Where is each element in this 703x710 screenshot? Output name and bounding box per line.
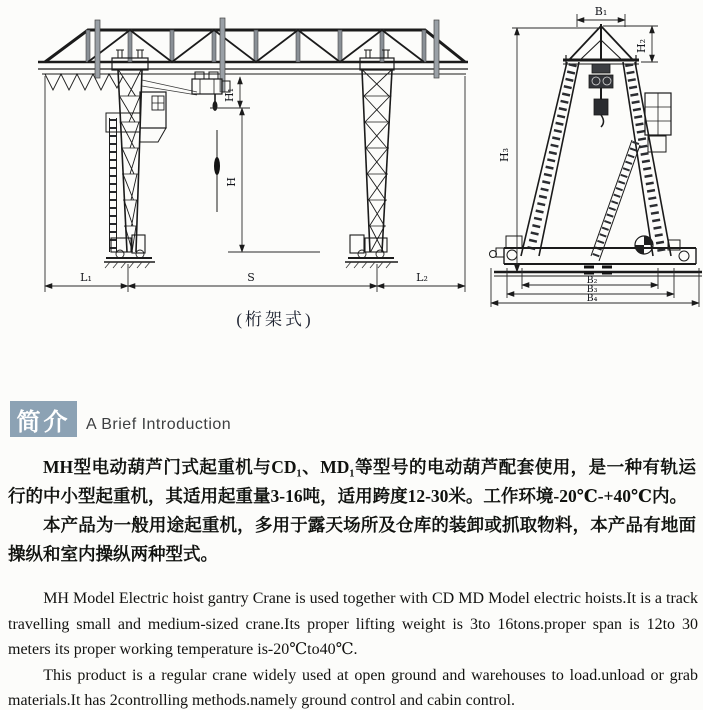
side-view-dimensions (491, 5, 699, 307)
apex-assembly (563, 24, 639, 66)
chinese-introduction (8, 453, 696, 569)
intro-paragraph-cn-1: MH型电动葫芦门式起重机与CD₁、MD₁等型号的电动葫芦配套使用，是一种有轨运行的中小型起重机，其适用起重量3-16吨，适用跨度12-30米。工作环境-20℃-+40℃内。 (8, 457, 696, 506)
load-hook (214, 130, 220, 212)
dim-label-s: S (247, 271, 255, 284)
front-view-dimensions (45, 76, 465, 292)
leg-ladder (110, 118, 117, 252)
side-view-drawing (490, 5, 703, 307)
right-leg (360, 50, 394, 252)
section-header (10, 401, 231, 437)
english-introduction (8, 586, 698, 710)
dim-label-h: H (225, 177, 238, 187)
intro-paragraph-cn-2: 本产品为一般用途起重机，多用于露天场所及仓库的装卸或抓取物料，本产品有地面操纵和室内操纵两种型式。 (8, 515, 696, 564)
dim-label-b1: B₁ (594, 5, 608, 18)
dim-label-h3: H₃ (498, 147, 511, 163)
side-hoist (589, 64, 613, 127)
dim-label-b4: B₄ (586, 293, 598, 304)
section-badge: 简介 (10, 401, 77, 437)
front-view-drawing (38, 18, 468, 292)
dim-label-h1: H₁ (223, 87, 236, 103)
access-ladder (591, 140, 640, 261)
dim-label-b3: B₃ (586, 284, 598, 295)
truss-girder (38, 30, 468, 74)
intro-paragraph-en-1: MH Model Electric hoist gantry Crane is used together with CD MD Model electric hoists.It is a track travelling small and medium-sized crane.Its proper lifting weight is 3to 16tons.proper span is 12to 30 meters its proper working temperature is-20℃to40℃. (8, 590, 698, 658)
operator-cabin (106, 92, 166, 142)
drawing-caption: (桁架式) (236, 310, 314, 329)
section-title: A Brief Introduction (86, 416, 232, 433)
electrical-cabinet (645, 93, 671, 152)
side-legs (521, 62, 671, 256)
technical-drawings (0, 0, 703, 348)
dim-label-l1: L₁ (80, 271, 92, 284)
dim-label-h2: H₂ (635, 38, 648, 54)
intro-paragraph-en-2: This product is a regular crane widely used at open ground and warehouses to load.unload or grab materials.It has 2controlling methods.namely ground control and cabin control. (8, 666, 698, 709)
dim-label-b2: B₂ (586, 275, 598, 286)
right-wheel-bogie (345, 235, 398, 268)
festoon-cable (45, 74, 197, 95)
dim-label-l2: L₂ (416, 271, 428, 284)
